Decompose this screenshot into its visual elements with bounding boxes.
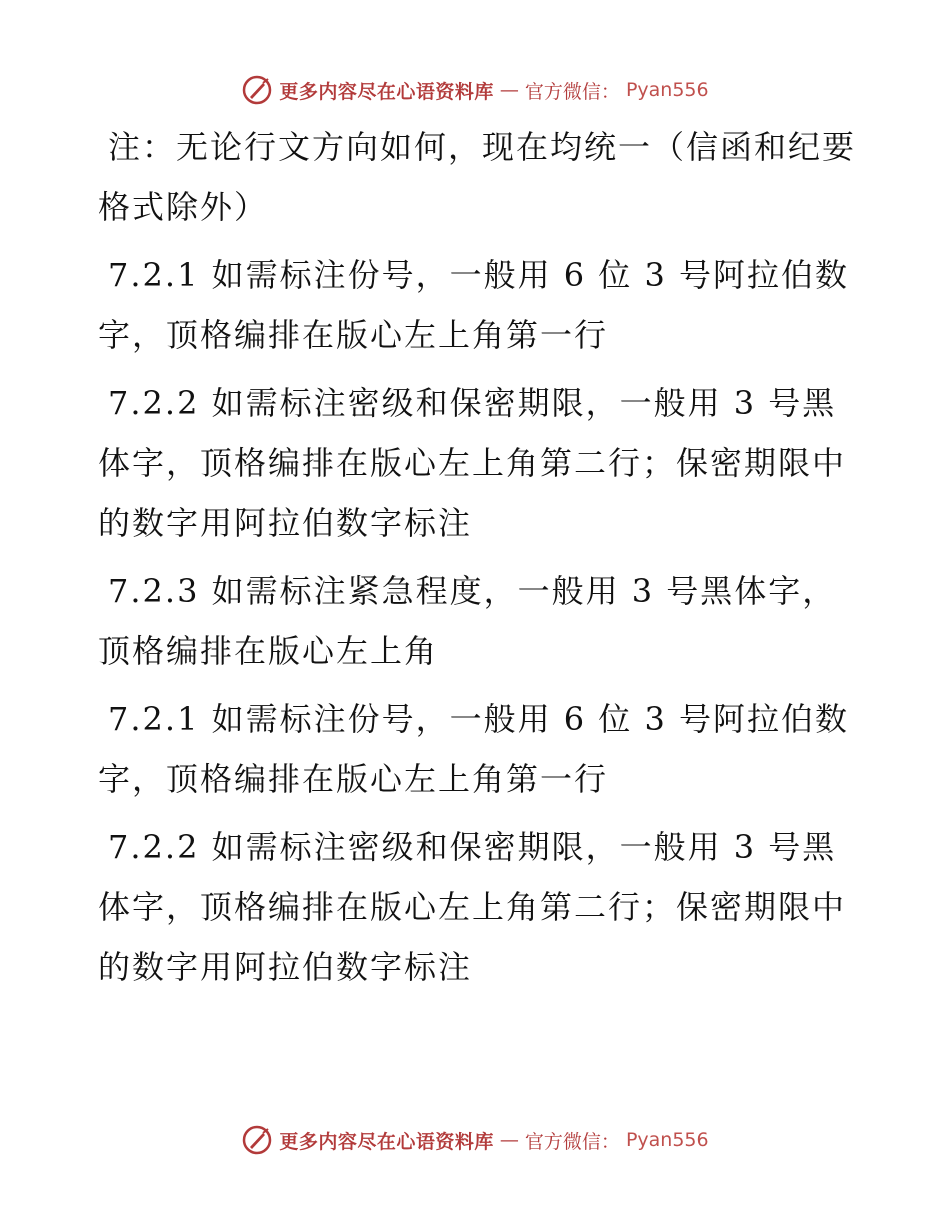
- quill-logo-icon: [241, 74, 273, 106]
- footer-watermark: [0, 1120, 950, 1160]
- watermark-handle: Pyan556: [625, 79, 709, 101]
- header-watermark: [0, 70, 950, 110]
- paragraph-7-2-2: 7.2.2 如需标注密级和保密期限，一般用 3 号黑体字，顶格编排在版心左上角第二行；保密期限中的数字用阿拉伯数字标注: [98, 384, 847, 542]
- watermark-official: 官方微信：: [524, 1130, 620, 1153]
- paragraph-note: 注：无论行文方向如何，现在均统一（信函和纪要格式除外）: [98, 128, 857, 226]
- quill-logo-icon: [241, 1124, 273, 1156]
- watermark-official: 官方微信：: [524, 80, 620, 103]
- watermark-separator: —: [499, 1129, 519, 1151]
- paragraph-7-2-1: 7.2.1 如需标注份号，一般用 6 位 3 号阿拉伯数字，顶格编排在版心左上角第一行: [98, 256, 850, 354]
- document-body: [98, 117, 858, 1005]
- paragraph-7-2-1-repeat: 7.2.1 如需标注份号，一般用 6 位 3 号阿拉伯数字，顶格编排在版心左上角第一行: [98, 700, 850, 798]
- paragraph-7-2-3: 7.2.3 如需标注紧急程度，一般用 3 号黑体字，顶格编排在版心左上角: [98, 572, 837, 670]
- watermark-text: 更多内容尽在心语资料库: [279, 80, 494, 103]
- paragraph-7-2-2-repeat: 7.2.2 如需标注密级和保密期限，一般用 3 号黑体字，顶格编排在版心左上角第二行；保密期限中的数字用阿拉伯数字标注: [98, 828, 847, 986]
- watermark-text: 更多内容尽在心语资料库: [279, 1130, 494, 1153]
- watermark-handle: Pyan556: [625, 1129, 709, 1151]
- watermark-separator: —: [499, 79, 519, 101]
